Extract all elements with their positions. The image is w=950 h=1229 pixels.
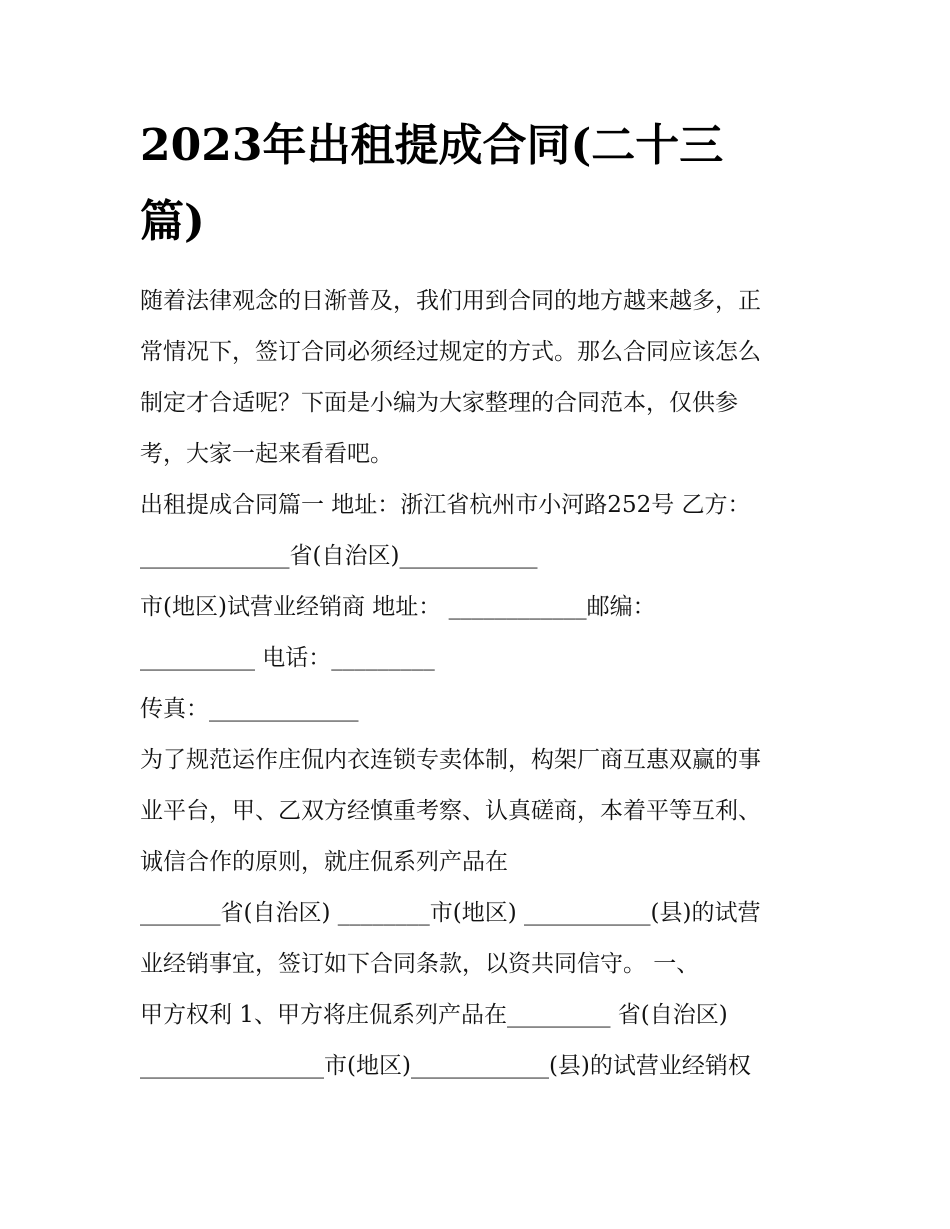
body-line: _______省(自治区) ________市(地区) ___________(县)的试营 — [140, 900, 761, 926]
body-line: ________________市(地区)____________(县)的试营业经销权 — [140, 1053, 751, 1079]
body-line: 业平台，甲、乙双方经慎重考察、认真磋商，本着平等互利、 — [140, 798, 761, 824]
body-line: 甲方权利 1、甲方将庄侃系列产品在_________ 省(自治区) — [140, 1002, 728, 1028]
body-line: 市(地区)试营业经销商 地址： ____________邮编： — [140, 594, 656, 620]
document-title — [140, 108, 820, 260]
document-body — [140, 276, 820, 1092]
body-line: 随着法律观念的日渐普及，我们用到合同的地方越来越多，正 — [140, 288, 761, 314]
body-line: 制定才合适呢？下面是小编为大家整理的合同范本，仅供参 — [140, 390, 738, 416]
body-line: 为了规范运作庄侃内衣连锁专卖体制，构架厂商互惠双赢的事 — [140, 747, 761, 773]
body-line: 出租提成合同篇一 地址：浙江省杭州市小河路252号 乙方： — [140, 492, 751, 518]
body-line: 考，大家一起来看看吧。 — [140, 441, 393, 467]
title-line-1: 2023年出租提成合同(二十三 — [140, 120, 724, 171]
body-line: 常情况下，签订合同必须经过规定的方式。那么合同应该怎么 — [140, 339, 761, 365]
title-line-2: 篇) — [140, 196, 205, 247]
body-line: _____________省(自治区)____________ — [140, 543, 538, 569]
body-line: 诚信合作的原则，就庄侃系列产品在 — [140, 849, 508, 875]
body-line: 传真：_____________ — [140, 696, 359, 722]
body-line: 业经销事宜，签订如下合同条款，以资共同信守。 一、 — [140, 951, 700, 977]
body-line: __________ 电话：_________ — [140, 645, 435, 671]
